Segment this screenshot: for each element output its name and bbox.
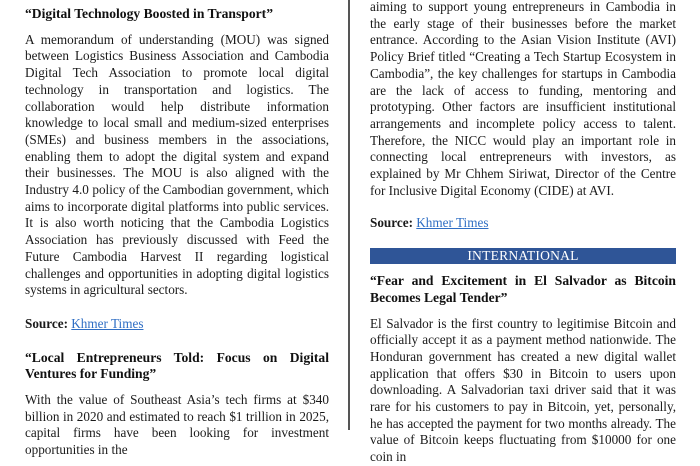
source-label: Source: [370,215,413,231]
source-label: Source: [25,315,68,331]
article-headline-local-entrepreneurs: “Local Entrepreneurs Told: Focus on Digital Ventures for Funding” [25,349,329,382]
section-banner-international: INTERNATIONAL [370,248,676,264]
article-source-digital-transport [25,316,329,333]
left-column [25,0,329,459]
article-headline-el-salvador-bitcoin: “Fear and Excitement in El Salvador as Bitcoin Becomes Legal Tender” [370,273,676,305]
source-link-khmer-times[interactable]: Khmer Times [416,215,489,231]
article-body-local-entrepreneurs-continued: aiming to support young entrepreneurs in Cambodia in the early stage of their businesses before the market entrance. According to the Asian Vision Institute (AVI) Policy Brief titled “Creating a Tech Startup Ecosystem in Cambodia”, the key challenges for startups in Cambodia are the lack of access to funding, mentoring and prototyping. Other factors are insufficient institutional arrangements and incomplete policy access to talent. Therefore, the NICC would play an important role in connecting local entrepreneurs with investors, as explained by Mr Chhem Siriwat, Director of the Centre for Inclusive Digital Economy (CIDE) at AVI. [370,0,676,198]
article-body-local-entrepreneurs: With the value of Southeast Asia’s tech firms at $340 billion in 2020 and estimated to reach $1 trillion in 2025, capital firms have been looking for investment opportunities in the [25,392,329,458]
article-source-local-entrepreneurs [370,215,676,232]
column-divider [348,0,350,430]
right-column [370,0,676,466]
article-headline-digital-transport: “Digital Technology Boosted in Transport” [25,6,273,21]
source-link-khmer-times[interactable]: Khmer Times [71,315,144,331]
article-body-el-salvador-bitcoin: El Salvador is the first country to legitimise Bitcoin and officially accept it as a payment method nationwide. The Honduran government has created a new digital wallet application that offers $30 in Bitcoin to users upon downloading. A Salvadorian taxi driver said that it was rare for his customers to pay in Bitcoin, yet, personally, he has accepted the payment for two months already. The value of Bitcoin keeps fluctuating from $10000 for one coin in [370,315,676,465]
article-body-digital-transport: A memorandum of understanding (MOU) was signed between Logistics Business Association and Cambodia Digital Tech Association to promote local digital technology in transportation and logistics. The collaboration would help distribute information knowledge to local small and medium-sized enterprises (SMEs) and business members in the associations, enabling them to adopt the digital system and expand their businesses. The MOU is also aligned with the Industry 4.0 policy of the Cambodian government, which aims to incorporate digital platforms into public services. It is also worth noticing that the Cambodia Logistics Association has previously discussed with Feed the Future Cambodia Harvest II regarding logistical challenges and opportunities in adopting digital logistics systems in agricultural sectors. [25,31,329,298]
